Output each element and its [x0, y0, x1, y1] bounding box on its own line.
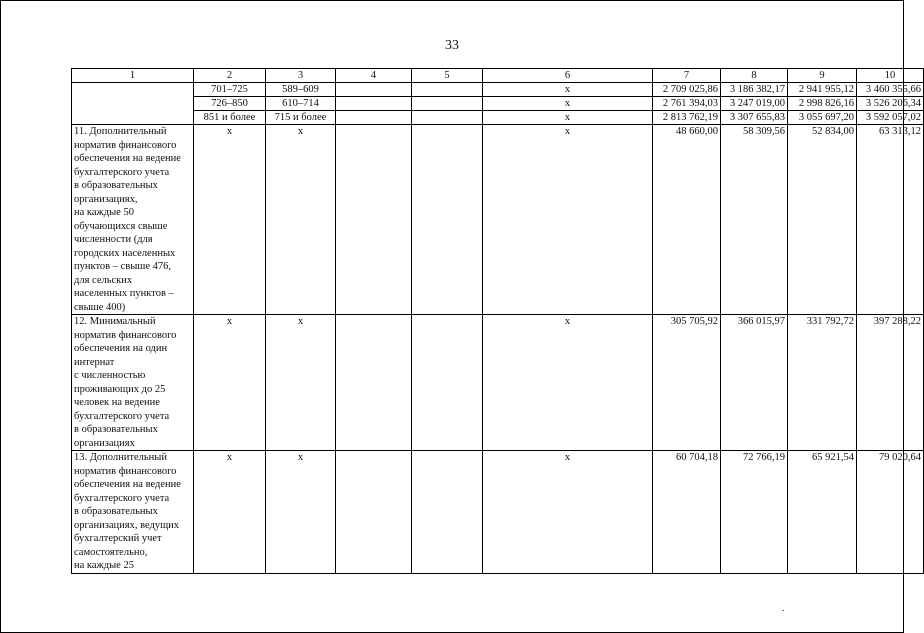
header-cell: 1	[72, 69, 194, 83]
header-cell: 9	[788, 69, 857, 83]
value-cell: 331 792,72	[788, 315, 857, 451]
empty-cell	[412, 111, 483, 125]
empty-cell	[336, 315, 412, 451]
label-line: населенных пунктов –	[74, 288, 174, 299]
header-cell: 2	[194, 69, 266, 83]
empty-cell	[336, 97, 412, 111]
empty-cell	[336, 125, 412, 315]
value-cell: 52 834,00	[788, 125, 857, 315]
label-line: человек на ведение	[74, 397, 160, 408]
value-cell: 3 055 697,20	[788, 111, 857, 125]
label-line: обеспечения на один	[74, 343, 168, 354]
label-line: организациях,	[74, 193, 138, 205]
header-cell: 5	[412, 69, 483, 83]
value-cell: 72 766,19	[721, 451, 788, 574]
label-line: интернат	[74, 356, 115, 368]
table-row	[72, 315, 924, 451]
row-label	[72, 315, 194, 451]
value-cell: 3 186 382,17	[721, 83, 788, 97]
table-row	[72, 125, 924, 315]
header-cell: 10	[857, 69, 924, 83]
label-line: на каждые 25	[74, 560, 134, 571]
value-cell: 2 761 394,03	[653, 97, 721, 111]
x-cell: x	[266, 451, 336, 574]
row-label	[72, 451, 194, 574]
header-cell: 8	[721, 69, 788, 83]
label-line: 11. Дополнительный	[74, 126, 167, 137]
table-row	[72, 451, 924, 574]
label-line: пунктов – свыше 476,	[74, 261, 172, 272]
range-cell: 610–714	[266, 97, 336, 111]
x-cell: x	[483, 315, 653, 451]
x-cell: x	[483, 83, 653, 97]
label-line: обеспечения на ведение	[74, 479, 181, 490]
x-cell: x	[194, 315, 266, 451]
row-label	[72, 125, 194, 315]
label-line: проживающих до 25	[74, 383, 166, 395]
header-row	[72, 69, 924, 83]
value-cell: 58 309,56	[721, 125, 788, 315]
x-cell: x	[194, 451, 266, 574]
value-cell: 79 020,64	[857, 451, 924, 574]
value-cell: 3 460 355,66	[857, 83, 924, 97]
header-cell: 4	[336, 69, 412, 83]
empty-cell	[412, 97, 483, 111]
label-line: бухгалтерский учет	[74, 533, 162, 544]
label-line: норматив финансового	[74, 329, 177, 341]
table-row	[72, 111, 924, 125]
label-line: городских населенных	[74, 247, 176, 259]
range-cell: 726–850	[194, 97, 266, 111]
label-line: обучающихся свыше	[74, 220, 168, 232]
value-cell: 366 015,97	[721, 315, 788, 451]
label-line: 13. Дополнительный	[74, 452, 167, 463]
value-cell: 397 288,22	[857, 315, 924, 451]
label-line: 12. Минимальный	[74, 316, 156, 327]
label-line: бухгалтерского учета	[74, 166, 170, 178]
value-cell: 2 813 762,19	[653, 111, 721, 125]
label-line: бухгалтерского учета	[74, 492, 170, 504]
x-cell: x	[483, 111, 653, 125]
x-cell: x	[483, 451, 653, 574]
label-line: для сельских	[74, 274, 133, 286]
value-cell: 3 526 206,34	[857, 97, 924, 111]
label-line: норматив финансового	[74, 139, 177, 151]
range-cell: 715 и более	[266, 111, 336, 125]
value-cell: 305 705,92	[653, 315, 721, 451]
value-cell: 63 313,12	[857, 125, 924, 315]
scan-speck	[782, 610, 784, 611]
value-cell: 48 660,00	[653, 125, 721, 315]
label-cell-empty	[72, 83, 194, 125]
label-line: в образовательных	[74, 180, 158, 191]
value-cell: 65 921,54	[788, 451, 857, 574]
value-cell: 3 247 019,00	[721, 97, 788, 111]
value-cell: 3 307 655,83	[721, 111, 788, 125]
page-number: 33	[445, 38, 459, 53]
table-row	[72, 97, 924, 111]
empty-cell	[336, 111, 412, 125]
label-line: свыше 400)	[74, 301, 126, 313]
empty-cell	[336, 451, 412, 574]
empty-cell	[336, 83, 412, 97]
label-line: бухгалтерского учета	[74, 410, 170, 422]
range-cell: 701–725	[194, 83, 266, 97]
header-cell: 6	[483, 69, 653, 83]
label-line: на каждые 50	[74, 207, 134, 218]
value-cell: 2 941 955,12	[788, 83, 857, 97]
norms-table	[71, 68, 924, 574]
label-line: норматив финансового	[74, 465, 177, 477]
x-cell: x	[194, 125, 266, 315]
empty-cell	[412, 315, 483, 451]
value-cell: 60 704,18	[653, 451, 721, 574]
range-cell: 589–609	[266, 83, 336, 97]
range-cell: 851 и более	[194, 111, 266, 125]
header-cell: 7	[653, 69, 721, 83]
table-row	[72, 83, 924, 97]
value-cell: 2 709 025,86	[653, 83, 721, 97]
empty-cell	[412, 125, 483, 315]
empty-cell	[412, 451, 483, 574]
x-cell: x	[266, 315, 336, 451]
x-cell: x	[483, 97, 653, 111]
label-line: самостоятельно,	[74, 546, 148, 558]
value-cell: 3 592 057,02	[857, 111, 924, 125]
value-cell: 2 998 826,16	[788, 97, 857, 111]
label-line: организациях	[74, 437, 135, 449]
empty-cell	[412, 83, 483, 97]
header-cell: 3	[266, 69, 336, 83]
x-cell: x	[266, 125, 336, 315]
label-line: в образовательных	[74, 424, 158, 435]
label-line: в образовательных	[74, 506, 158, 517]
x-cell: x	[483, 125, 653, 315]
label-line: численности (для	[74, 234, 153, 245]
label-line: организациях, ведущих	[74, 519, 180, 531]
label-line: обеспечения на ведение	[74, 153, 181, 164]
label-line: с численностью	[74, 370, 146, 381]
